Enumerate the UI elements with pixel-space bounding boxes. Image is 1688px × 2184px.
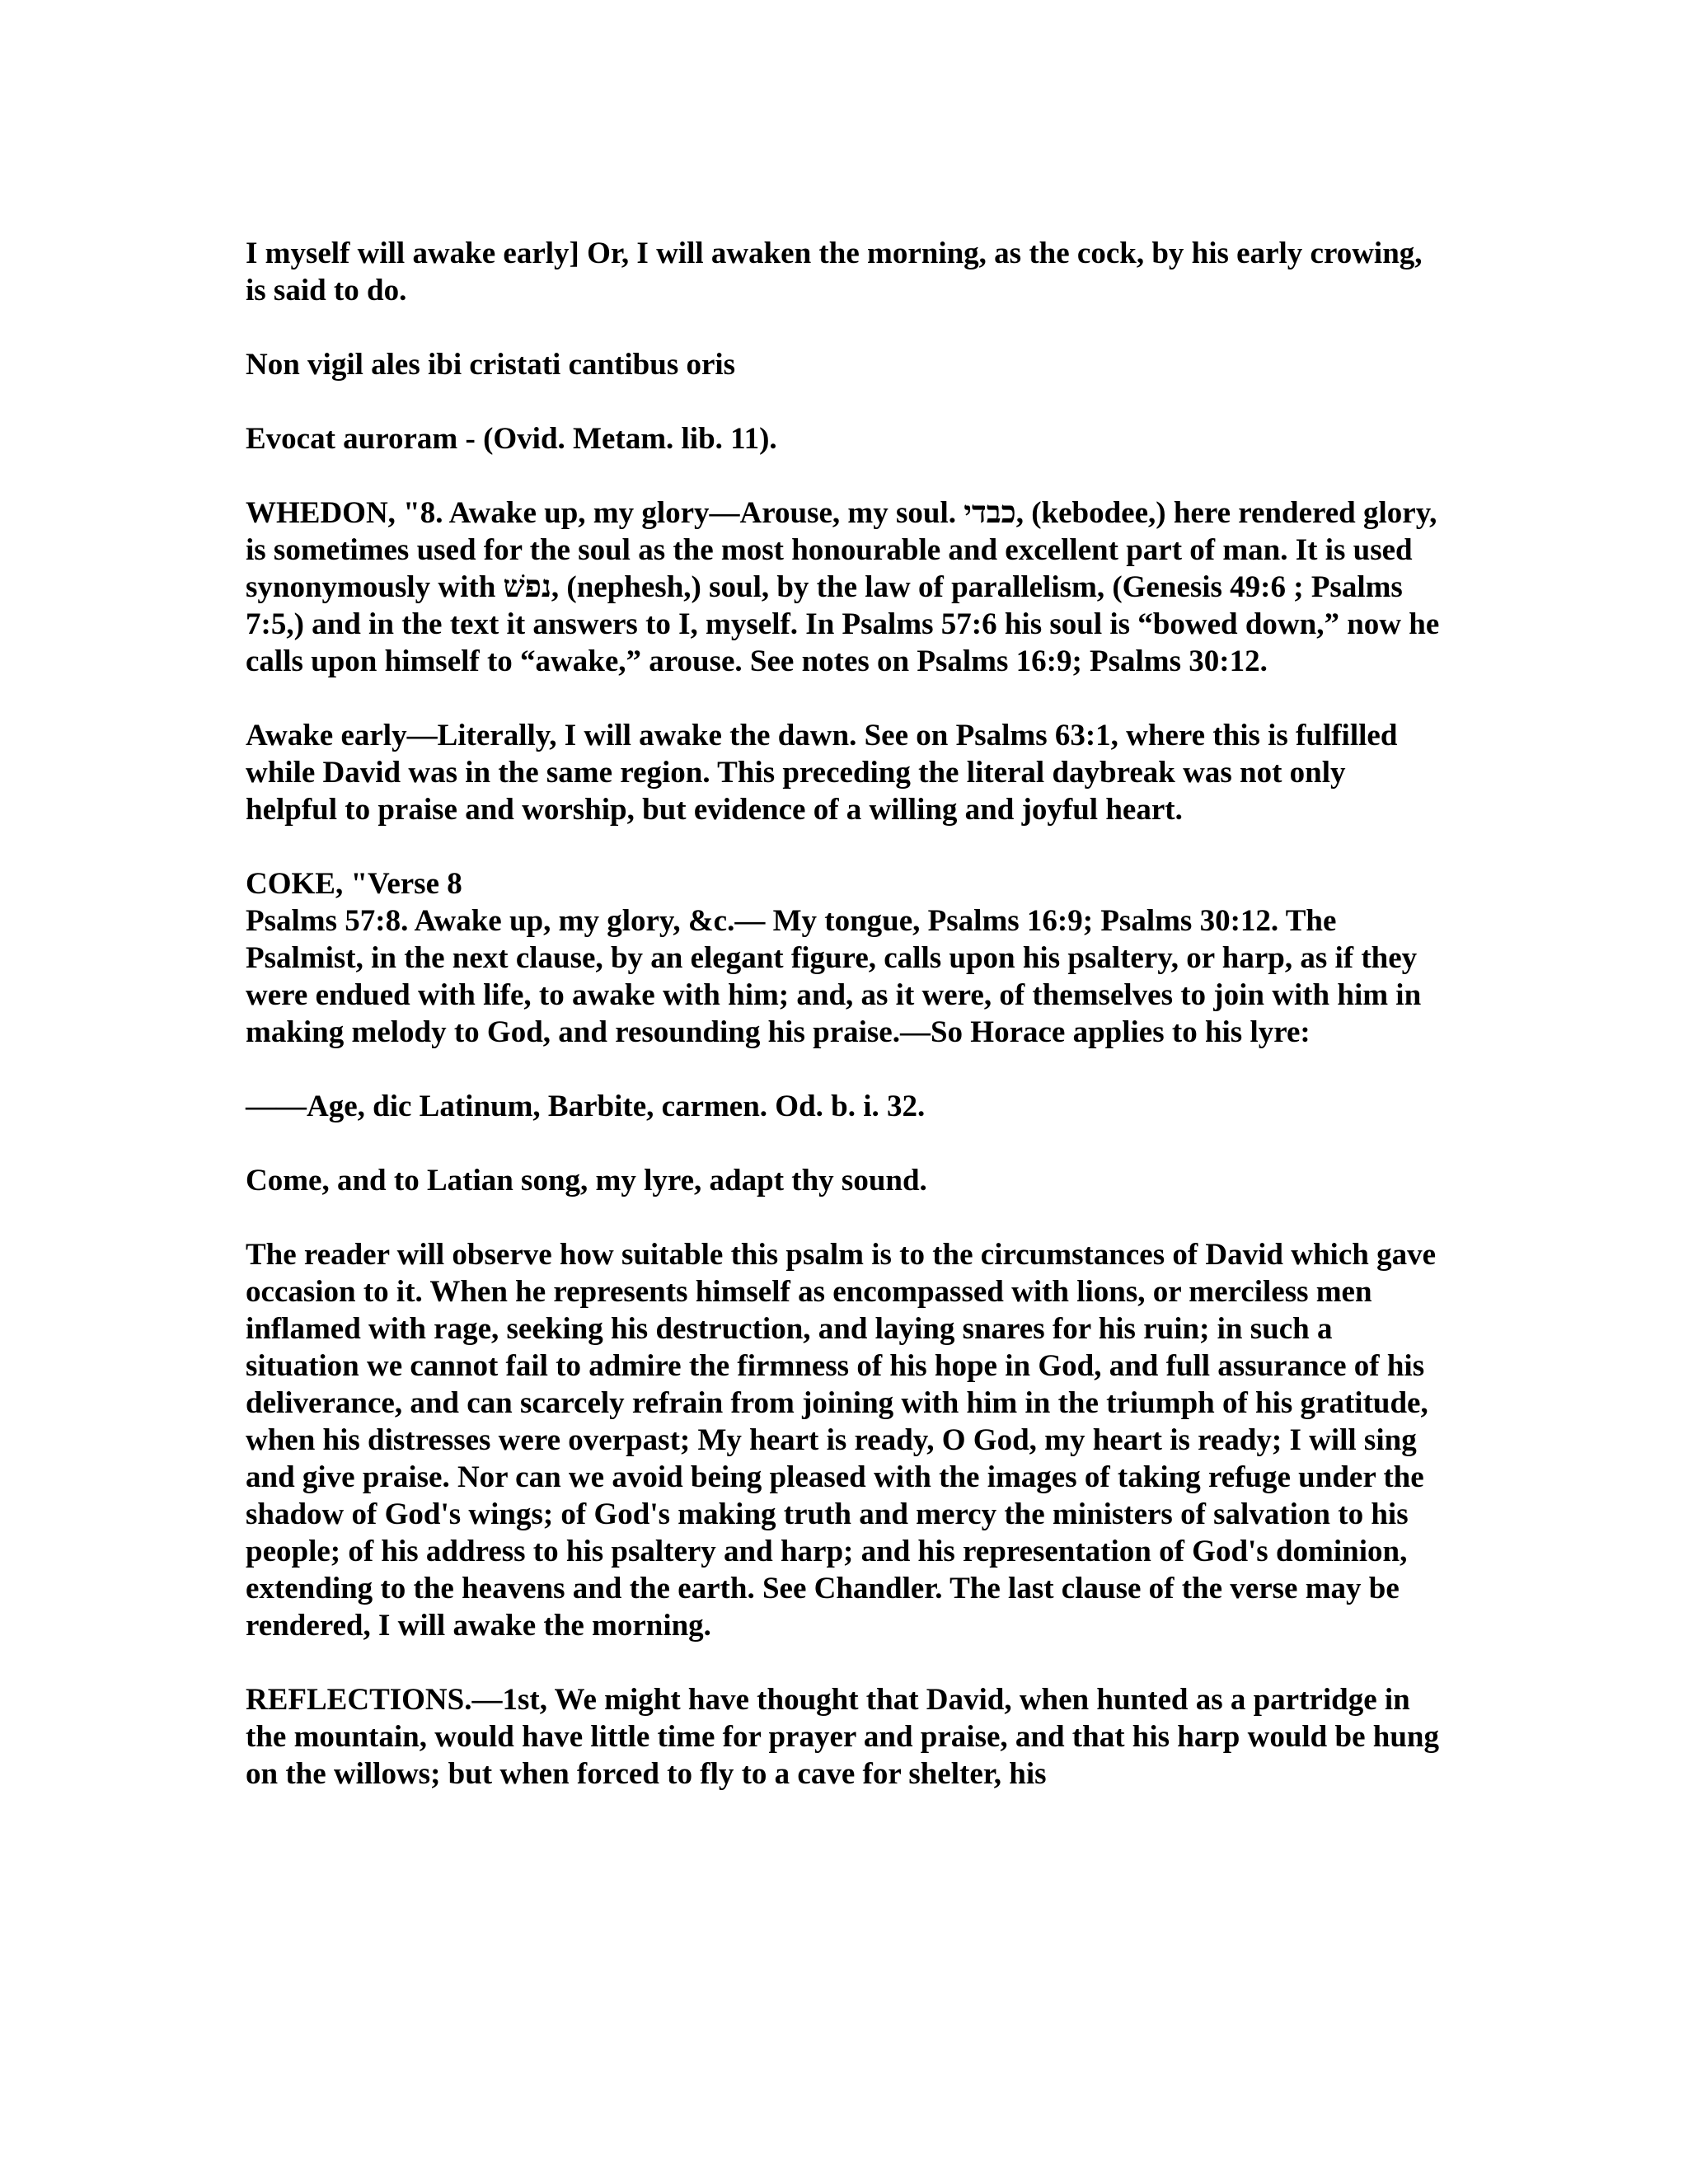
- paragraph-latin-quote-line-2: Evocat auroram - (Ovid. Metam. lib. 11).: [246, 422, 777, 456]
- paragraph-coke-heading: COKE, "Verse 8: [246, 867, 462, 901]
- paragraph-coke-commentary: Psalms 57:8. Awake up, my glory, &c.— My tongue, Psalms 16:9; Psalms 30:12. The Psalmist, in the next clause, by an elegant figure, calls upon his psaltery, or harp, as if they were endued with life, to awake with him; and, as it were, of themselves to join with him in making melody to God, and resounding his praise.—So Horace applies to his lyre:: [246, 904, 1422, 1049]
- paragraph-horace-quote: ——Age, dic Latinum, Barbite, carmen. Od. b. i. 32.: [246, 1090, 926, 1123]
- paragraph-reflections: REFLECTIONS.—1st, We might have thought that David, when hunted as a partridge in the mountain, would have little time for prayer and praise, and that his harp would be hung on the willows; but when forced to fly to a cave for shelter, his: [246, 1683, 1439, 1791]
- paragraph-reader-observation: The reader will observe how suitable this psalm is to the circumstances of David which gave occasion to it. When he represents himself as encompassed with lions, or merciless men inflamed with rage, seeking his destruction, and laying snares for his ruin; in such a situation we cannot fail to admire the firmness of his hope in God, and full assurance of his deliverance, and can scarcely refrain from joining with him in the triumph of his gratitude, when his distresses were overpast; My heart is ready, O God, my heart is ready; I will sing and give praise. Nor can we avoid being pleased with the images of taking refuge under the shadow of God's wings; of God's making truth and mercy the ministers of salvation to his people; of his address to his psaltery and harp; and his representation of God's dominion, extending to the heavens and the earth. See Chandler. The last clause of the verse may be rendered, I will awake the morning.: [246, 1238, 1437, 1643]
- document-body: [246, 235, 1441, 1830]
- paragraph-latin-quote-line-1: Non vigil ales ibi cristati cantibus oris: [246, 348, 736, 382]
- paragraph-horace-translation: Come, and to Latian song, my lyre, adapt thy sound.: [246, 1164, 927, 1197]
- paragraph-clarke-awake-early: I myself will awake early] Or, I will awaken the morning, as the cock, by his early crowing, is said to do.: [246, 237, 1423, 307]
- paragraph-awake-early-dawn: Awake early—Literally, I will awake the dawn. See on Psalms 63:1, where this is fulfilled while David was in the same region. This preceding the literal daybreak was not only helpful to praise and worship, but evidence of a willing and joyful heart.: [246, 719, 1398, 827]
- paragraph-whedon-commentary: WHEDON, "8. Awake up, my glory—Arouse, my soul. כבדי, (kebodee,) here rendered glory, is sometimes used for the soul as the most honourable and excellent part of man. It is used synonymously with נפשׁ, (nephesh,) soul, by the law of parallelism, (Genesis 49:6 ; Psalms 7:5,) and in the text it answers to I, myself. In Psalms 57:6 his soul is “bowed down,” now he calls upon himself to “awake,” arouse. See notes on Psalms 16:9; Psalms 30:12.: [246, 496, 1440, 678]
